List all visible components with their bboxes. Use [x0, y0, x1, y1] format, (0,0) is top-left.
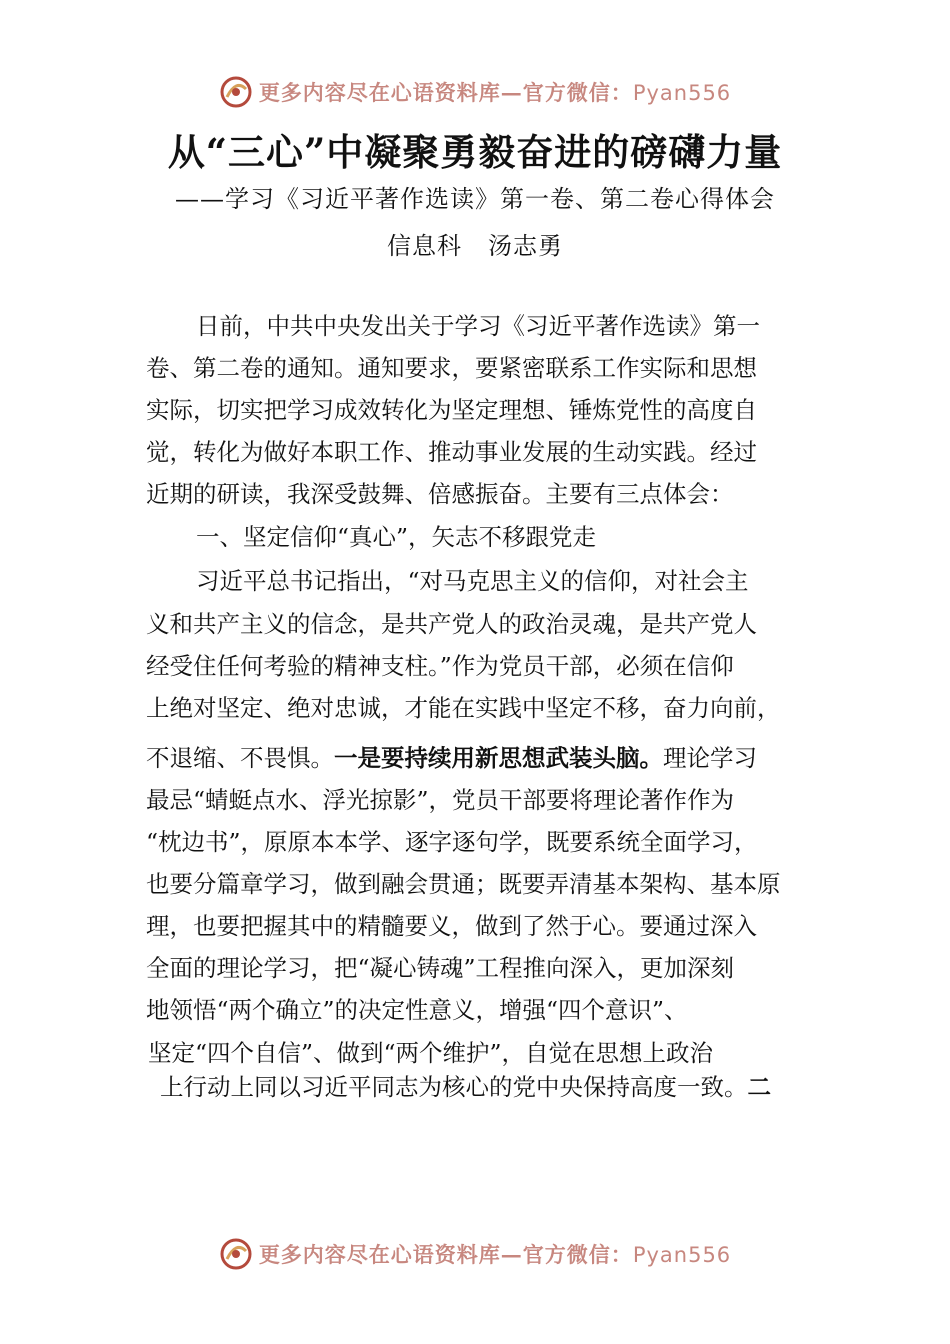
body-text: 不退缩、不畏惧。	[146, 744, 334, 772]
watermark-header	[0, 72, 950, 112]
author-line	[0, 226, 950, 261]
section-heading: 一、坚定信仰“真心”，矢志不移跟党走	[196, 523, 597, 551]
watermark-text: 更多内容尽在心语资料库—官方微信：	[258, 1242, 633, 1267]
logo-icon	[219, 1237, 253, 1271]
body-line: 上绝对坚定、绝对忠诚，才能在实践中坚定不移，奋力向前，	[146, 694, 781, 722]
body-line: 实际，切实把学习成效转化为坚定理想、锤炼党性的高度自	[146, 396, 757, 424]
bold-point: 一是要持续用新思想武装头脑。	[334, 744, 663, 772]
body-text: 理论学习	[663, 744, 757, 772]
body-line: 卷、第二卷的通知。通知要求，要紧密联系工作实际和思想	[146, 354, 757, 382]
watermark-id: Pyan556	[632, 81, 732, 105]
body-line: 近期的研读，我深受鼓舞、倍感振奋。主要有三点体会：	[146, 480, 734, 508]
body-line: 地领悟“两个确立”的决定性意义，增强“四个意识”、	[146, 996, 688, 1024]
bold-point: 二	[747, 1073, 771, 1101]
watermark-text: 更多内容尽在心语资料库—官方微信：	[258, 80, 633, 105]
author-name: 汤志勇	[488, 232, 563, 260]
body-line: “枕边书”，原原本本学、逐字逐句学，既要系统全面学习，	[146, 828, 758, 856]
body-line: 习近平总书记指出，“对马克思主义的信仰，对社会主	[196, 567, 749, 595]
body-line: 觉，转化为做好本职工作、推动事业发展的生动实践。经过	[146, 438, 757, 466]
watermark-footer	[0, 1234, 950, 1274]
body-line: 最忌“蜻蜓点水、浮光掠影”，党员干部要将理论著作作为	[146, 786, 735, 814]
body-line: 也要分篇章学习，做到融会贯通；既要弄清基本架构、基本原	[146, 870, 781, 898]
body-line	[146, 743, 757, 773]
body-line: 坚定“四个自信”、做到“两个维护”，自觉在思想上政治	[148, 1039, 714, 1067]
body-line	[160, 1072, 771, 1102]
document-title: 从“三心”中凝聚勇毅奋进的磅礴力量	[167, 130, 783, 174]
body-line: 理，也要把握其中的精髓要义，做到了然于心。要通过深入	[146, 912, 757, 940]
author-department: 信息科	[387, 232, 462, 260]
body-line: 日前，中共中央发出关于学习《习近平著作选读》第一	[196, 312, 760, 340]
logo-icon	[219, 75, 253, 109]
body-line: 经受住任何考验的精神支柱。”作为党员干部，必须在信仰	[146, 652, 734, 680]
body-line: 义和共产主义的信念，是共产党人的政治灵魂，是共产党人	[146, 610, 757, 638]
watermark-id: Pyan556	[632, 1243, 732, 1267]
body-text: 上行动上同以习近平同志为核心的党中央保持高度一致。	[160, 1073, 748, 1101]
document-subtitle: ——学习《习近平著作选读》第一卷、第二卷心得体会	[175, 185, 775, 213]
body-line: 全面的理论学习，把“凝心铸魂”工程推向深入，更加深刻	[146, 954, 735, 982]
